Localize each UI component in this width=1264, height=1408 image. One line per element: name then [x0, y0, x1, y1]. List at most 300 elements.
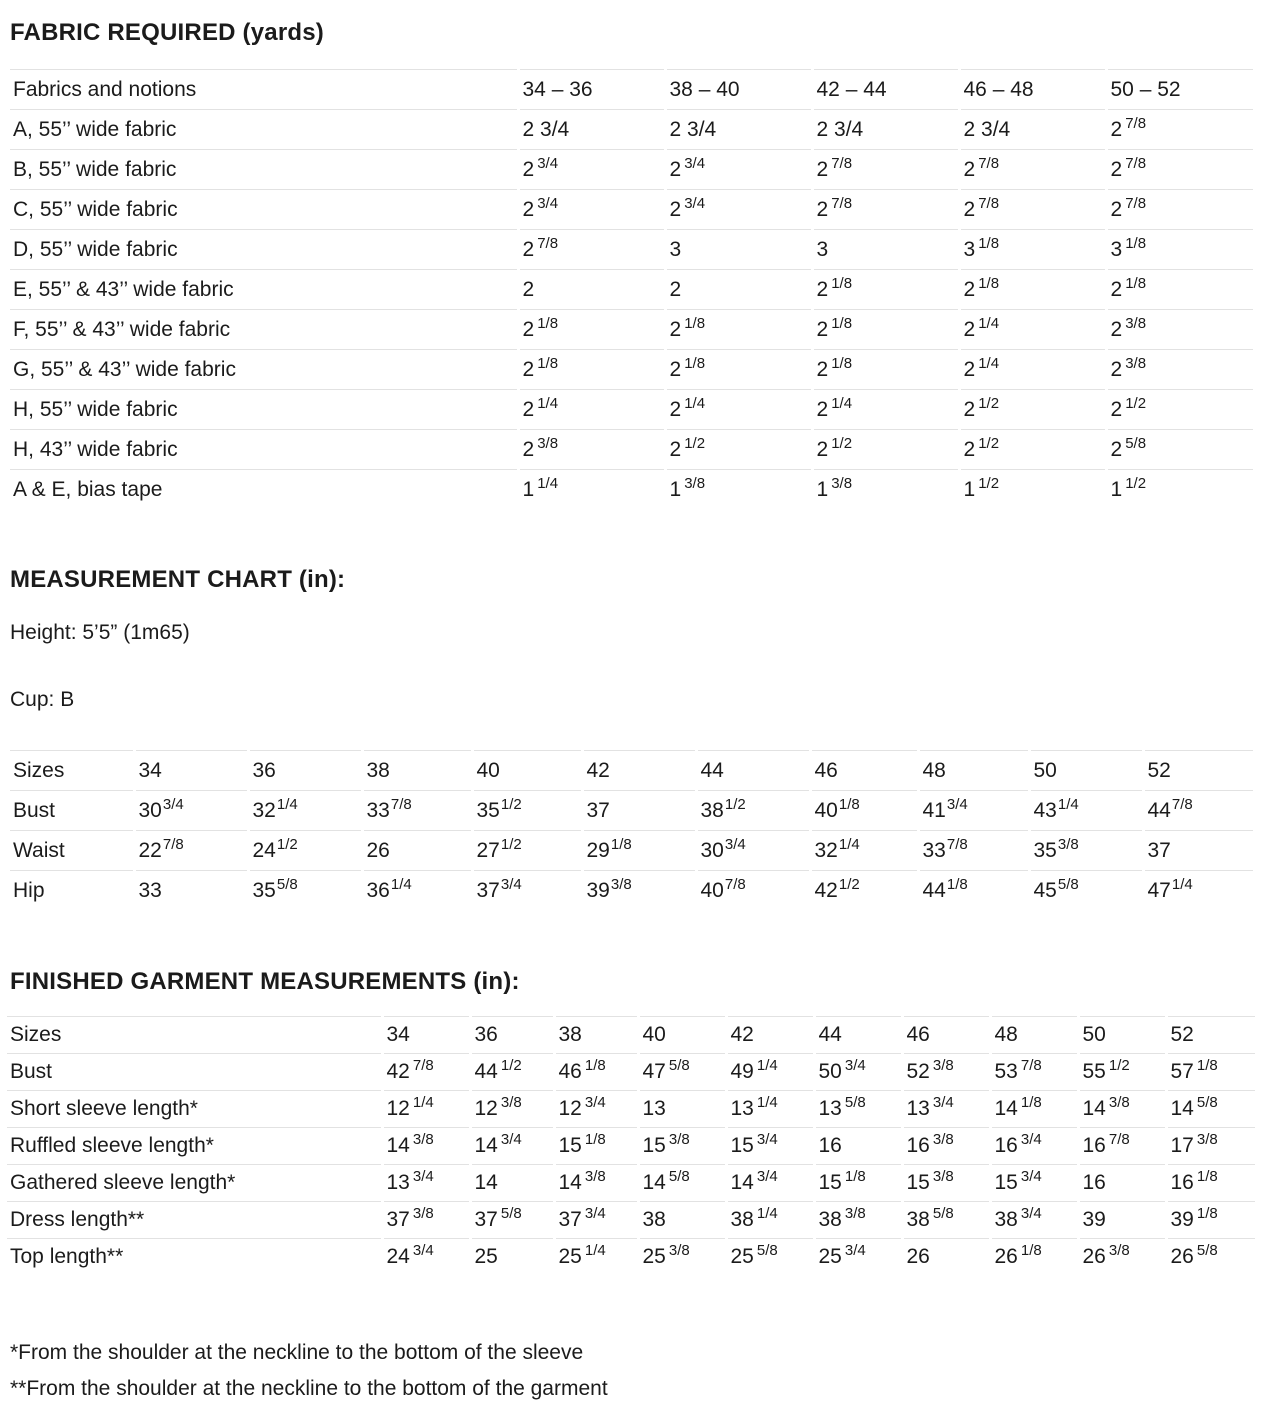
- table-cell: [518, 230, 665, 270]
- value-whole: 35: [476, 798, 500, 822]
- value-whole: 12: [558, 1097, 582, 1120]
- table-cell: [518, 190, 665, 230]
- header-row: [7, 1017, 1255, 1054]
- value-whole: 2: [669, 317, 682, 341]
- table-cell: [918, 791, 1029, 831]
- value-fraction: 1/8: [1125, 234, 1147, 252]
- table-cell: [1029, 791, 1143, 831]
- value-whole: 2: [522, 277, 535, 301]
- value-whole: 14: [474, 1134, 498, 1157]
- row-label: Waist: [10, 831, 134, 871]
- value-whole: 2 3/4: [816, 117, 864, 141]
- table-cell: [665, 310, 812, 350]
- table-cell: [990, 1128, 1078, 1165]
- value-fraction: 3/4: [756, 1131, 778, 1148]
- value-fraction: 1/2: [1125, 474, 1147, 492]
- table-cell: [990, 1202, 1078, 1239]
- value-fraction: 1/8: [584, 1131, 606, 1148]
- table-cell: [134, 791, 248, 831]
- value-whole: 2: [963, 397, 976, 421]
- table-row: [7, 1128, 1255, 1165]
- value-fraction: 3/4: [537, 194, 559, 212]
- value-whole: 2: [816, 357, 829, 381]
- value-whole: 13: [906, 1097, 930, 1120]
- value-whole: 14: [994, 1097, 1018, 1120]
- value-fraction: 3/8: [844, 1205, 866, 1222]
- value-whole: 25: [642, 1245, 666, 1269]
- row-label: G, 55’’ & 43’’ wide fabric: [10, 350, 518, 390]
- height-text: Height: 5’5” (1m65): [10, 621, 190, 644]
- column-header-label: Fabrics and notions: [10, 70, 518, 110]
- cup-text: Cup: B: [10, 688, 75, 711]
- value-whole: 35: [252, 878, 276, 902]
- table-cell: [518, 110, 665, 150]
- value-fraction: 1/8: [1196, 1168, 1218, 1185]
- value-fraction: 1/8: [684, 314, 706, 332]
- measurement-table: [10, 750, 1253, 911]
- table-cell: [1143, 831, 1253, 871]
- table-cell: [518, 150, 665, 190]
- value-fraction: 1/8: [684, 354, 706, 372]
- column-header-size: 34: [134, 751, 248, 791]
- value-whole: 15: [558, 1134, 582, 1157]
- table-cell: [1106, 470, 1253, 510]
- value-fraction: 3/8: [932, 1131, 954, 1148]
- value-fraction: 7/8: [1020, 1057, 1042, 1074]
- value-fraction: 3/8: [684, 474, 706, 492]
- table-cell: [554, 1202, 638, 1239]
- value-fraction: 7/8: [1108, 1131, 1130, 1148]
- table-cell: [990, 1239, 1078, 1276]
- table-row: [7, 1165, 1255, 1202]
- value-whole: 17: [1170, 1134, 1194, 1157]
- table-cell: [248, 871, 362, 911]
- value-whole: 12: [386, 1097, 410, 1120]
- value-fraction: 1/8: [1125, 274, 1147, 292]
- column-header-label: Sizes: [10, 751, 134, 791]
- fabric-table: [10, 69, 1253, 510]
- table-cell: [990, 1091, 1078, 1128]
- value-whole: 26: [366, 838, 390, 862]
- value-whole: 24: [386, 1245, 410, 1269]
- table-cell: [1078, 1091, 1166, 1128]
- column-header-size: 38 – 40: [665, 70, 812, 110]
- table-row: [7, 1054, 1255, 1091]
- value-fraction: 3/4: [684, 154, 706, 172]
- footnote-garment: **From the shoulder at the neckline to the bottom of the garment: [10, 1377, 608, 1400]
- value-fraction: 1/2: [978, 474, 1000, 492]
- value-fraction: 1/4: [276, 795, 298, 813]
- value-whole: 14: [1082, 1097, 1106, 1120]
- value-fraction: 1/8: [1196, 1205, 1218, 1222]
- value-fraction: 1/8: [978, 234, 1000, 252]
- value-fraction: 3/8: [610, 875, 632, 893]
- value-whole: 2: [816, 197, 829, 221]
- table-cell: [726, 1054, 814, 1091]
- value-whole: 42: [814, 878, 838, 902]
- value-whole: 38: [730, 1208, 754, 1231]
- value-whole: 2: [816, 157, 829, 181]
- table-cell: [638, 1128, 726, 1165]
- table-cell: [472, 791, 582, 831]
- value-whole: 26: [994, 1245, 1018, 1269]
- value-whole: 2: [522, 437, 535, 461]
- value-whole: 29: [586, 838, 610, 862]
- value-fraction: 1/8: [946, 875, 968, 893]
- value-fraction: 1/2: [831, 434, 853, 452]
- value-whole: 2: [1110, 317, 1123, 341]
- table-cell: [582, 831, 696, 871]
- value-fraction: 1/4: [831, 394, 853, 412]
- value-fraction: 7/8: [978, 194, 1000, 212]
- table-cell: [554, 1239, 638, 1276]
- value-fraction: 1/4: [756, 1057, 778, 1074]
- column-header-size: 48: [918, 751, 1029, 791]
- value-whole: 2: [816, 277, 829, 301]
- value-whole: 43: [1033, 798, 1057, 822]
- value-whole: 1: [669, 477, 682, 501]
- table-cell: [582, 791, 696, 831]
- table-cell: [382, 1239, 470, 1276]
- value-whole: 2: [816, 317, 829, 341]
- value-whole: 3: [963, 237, 976, 261]
- value-whole: 14: [1170, 1097, 1194, 1120]
- value-whole: 53: [994, 1060, 1018, 1083]
- table-cell: [812, 310, 959, 350]
- value-whole: 14: [642, 1171, 666, 1194]
- value-whole: 1: [963, 477, 976, 501]
- table-cell: [959, 110, 1106, 150]
- value-fraction: 1/2: [724, 795, 746, 813]
- row-label: D, 55’’ wide fabric: [10, 230, 518, 270]
- table-cell: [814, 1128, 902, 1165]
- value-whole: 2: [1110, 437, 1123, 461]
- table-row: [10, 110, 1253, 150]
- value-whole: 2: [522, 157, 535, 181]
- value-fraction: 3/4: [684, 194, 706, 212]
- table-cell: [1166, 1091, 1255, 1128]
- value-fraction: 1/2: [1108, 1057, 1130, 1074]
- value-fraction: 1/4: [978, 314, 1000, 332]
- table-row: [7, 1091, 1255, 1128]
- value-whole: 15: [906, 1171, 930, 1194]
- value-fraction: 3/4: [500, 1131, 522, 1148]
- table-cell: [810, 871, 918, 911]
- value-whole: 2: [1110, 117, 1123, 141]
- value-whole: 33: [138, 878, 162, 902]
- table-cell: [959, 430, 1106, 470]
- value-fraction: 7/8: [1171, 795, 1193, 813]
- table-cell: [902, 1239, 990, 1276]
- table-cell: [518, 270, 665, 310]
- table-cell: [518, 350, 665, 390]
- table-cell: [665, 350, 812, 390]
- table-cell: [810, 831, 918, 871]
- value-whole: 13: [386, 1171, 410, 1194]
- row-label: H, 55’’ wide fabric: [10, 390, 518, 430]
- value-whole: 49: [730, 1060, 754, 1083]
- value-fraction: 1/4: [537, 474, 559, 492]
- value-fraction: 7/8: [412, 1057, 434, 1074]
- value-whole: 33: [922, 838, 946, 862]
- value-fraction: 1/4: [756, 1205, 778, 1222]
- value-whole: 13: [730, 1097, 754, 1120]
- value-whole: 2: [669, 357, 682, 381]
- table-cell: [1078, 1054, 1166, 1091]
- row-label: Gathered sleeve length*: [7, 1165, 382, 1202]
- value-fraction: 1/4: [1057, 795, 1079, 813]
- table-cell: [1106, 310, 1253, 350]
- table-row: [10, 270, 1253, 310]
- table-cell: [1166, 1239, 1255, 1276]
- value-whole: 13: [642, 1097, 666, 1120]
- value-whole: 15: [994, 1171, 1018, 1194]
- value-fraction: 1/2: [978, 434, 1000, 452]
- value-fraction: 1/2: [684, 434, 706, 452]
- column-header-size: 46: [810, 751, 918, 791]
- finished-title: FINISHED GARMENT MEASUREMENTS (in):: [10, 968, 520, 995]
- table-cell: [582, 871, 696, 911]
- table-cell: [248, 791, 362, 831]
- table-cell: [665, 230, 812, 270]
- column-header-size: 40: [638, 1017, 726, 1054]
- column-header-size: 38: [554, 1017, 638, 1054]
- table-cell: [726, 1091, 814, 1128]
- value-fraction: 1/8: [978, 274, 1000, 292]
- table-cell: [1106, 390, 1253, 430]
- value-whole: 2: [1110, 277, 1123, 301]
- table-cell: [918, 871, 1029, 911]
- value-fraction: 3/8: [668, 1242, 690, 1260]
- value-whole: 2: [963, 317, 976, 341]
- table-cell: [1078, 1202, 1166, 1239]
- value-fraction: 1/4: [756, 1094, 778, 1111]
- column-header-size: 42 – 44: [812, 70, 959, 110]
- value-fraction: 7/8: [978, 154, 1000, 172]
- value-fraction: 7/8: [390, 795, 412, 813]
- value-fraction: 5/8: [844, 1094, 866, 1111]
- table-cell: [902, 1091, 990, 1128]
- table-cell: [638, 1054, 726, 1091]
- value-whole: 14: [558, 1171, 582, 1194]
- table-cell: [959, 230, 1106, 270]
- value-fraction: 5/8: [668, 1168, 690, 1185]
- table-cell: [812, 350, 959, 390]
- value-fraction: 3/8: [1125, 354, 1147, 372]
- table-cell: [812, 430, 959, 470]
- table-cell: [472, 871, 582, 911]
- value-fraction: 1/4: [390, 875, 412, 893]
- measurement-title: MEASUREMENT CHART (in):: [10, 566, 346, 593]
- row-label: A & E, bias tape: [10, 470, 518, 510]
- value-fraction: 3/4: [412, 1168, 434, 1185]
- value-fraction: 3/8: [932, 1057, 954, 1074]
- value-whole: 25: [558, 1245, 582, 1269]
- column-header-size: 52: [1166, 1017, 1255, 1054]
- value-whole: 38: [906, 1208, 930, 1231]
- value-whole: 37: [476, 878, 500, 902]
- value-whole: 2 3/4: [963, 117, 1011, 141]
- table-cell: [248, 831, 362, 871]
- value-fraction: 1/2: [500, 1057, 522, 1074]
- value-whole: 45: [1033, 878, 1057, 902]
- table-cell: [470, 1239, 554, 1276]
- row-label: Bust: [7, 1054, 382, 1091]
- value-whole: 16: [1082, 1134, 1106, 1157]
- value-fraction: 1/8: [1020, 1242, 1042, 1260]
- value-fraction: 1/8: [610, 835, 632, 853]
- row-label: Ruffled sleeve length*: [7, 1128, 382, 1165]
- table-cell: [518, 390, 665, 430]
- value-fraction: 1/4: [838, 835, 860, 853]
- column-header-size: 40: [472, 751, 582, 791]
- value-fraction: 1/2: [838, 875, 860, 893]
- finished-table: [7, 1016, 1255, 1276]
- value-fraction: 1/4: [537, 394, 559, 412]
- table-cell: [1106, 230, 1253, 270]
- table-cell: [134, 871, 248, 911]
- value-whole: 2: [522, 237, 535, 261]
- table-cell: [814, 1239, 902, 1276]
- table-cell: [812, 270, 959, 310]
- value-whole: 15: [730, 1134, 754, 1157]
- value-fraction: 1/8: [831, 274, 853, 292]
- value-whole: 37: [586, 798, 610, 822]
- table-cell: [665, 470, 812, 510]
- column-header-size: 36: [470, 1017, 554, 1054]
- value-fraction: 3/8: [584, 1168, 606, 1185]
- table-cell: [902, 1128, 990, 1165]
- row-label: Short sleeve length*: [7, 1091, 382, 1128]
- table-cell: [1078, 1128, 1166, 1165]
- table-cell: [554, 1091, 638, 1128]
- value-whole: 25: [818, 1245, 842, 1269]
- table-cell: [696, 831, 810, 871]
- value-fraction: 1/8: [831, 314, 853, 332]
- table-row: [10, 190, 1253, 230]
- value-whole: 30: [700, 838, 724, 862]
- value-whole: 2: [1110, 357, 1123, 381]
- value-fraction: 7/8: [162, 835, 184, 853]
- value-fraction: 3/4: [584, 1094, 606, 1111]
- table-cell: [812, 390, 959, 430]
- row-label: E, 55’’ & 43’’ wide fabric: [10, 270, 518, 310]
- value-whole: 3: [1110, 237, 1123, 261]
- value-fraction: 3/4: [500, 875, 522, 893]
- table-cell: [814, 1165, 902, 1202]
- value-whole: 2: [669, 277, 682, 301]
- value-fraction: 3/8: [1108, 1094, 1130, 1111]
- value-fraction: 5/8: [500, 1205, 522, 1222]
- value-whole: 2: [963, 197, 976, 221]
- value-whole: 52: [906, 1060, 930, 1083]
- value-fraction: 1/2: [276, 835, 298, 853]
- header-row: [10, 751, 1253, 791]
- column-header-size: 44: [696, 751, 810, 791]
- value-fraction: 3/4: [932, 1094, 954, 1111]
- value-fraction: 3/4: [537, 154, 559, 172]
- column-header-size: 34: [382, 1017, 470, 1054]
- column-header-size: 50 – 52: [1106, 70, 1253, 110]
- value-whole: 44: [474, 1060, 498, 1083]
- table-cell: [554, 1054, 638, 1091]
- table-cell: [959, 190, 1106, 230]
- value-whole: 40: [700, 878, 724, 902]
- value-fraction: 3/4: [584, 1205, 606, 1222]
- value-whole: 2: [669, 157, 682, 181]
- value-fraction: 7/8: [946, 835, 968, 853]
- value-fraction: 7/8: [1125, 154, 1147, 172]
- value-whole: 26: [1170, 1245, 1194, 1269]
- table-cell: [472, 831, 582, 871]
- table-cell: [470, 1091, 554, 1128]
- table-cell: [812, 110, 959, 150]
- value-whole: 2: [522, 197, 535, 221]
- table-cell: [1078, 1239, 1166, 1276]
- value-fraction: 3/8: [500, 1094, 522, 1111]
- column-header-label: Sizes: [7, 1017, 382, 1054]
- value-fraction: 7/8: [1125, 194, 1147, 212]
- table-cell: [959, 350, 1106, 390]
- table-cell: [554, 1165, 638, 1202]
- table-cell: [1143, 791, 1253, 831]
- table-cell: [814, 1202, 902, 1239]
- value-whole: 2: [669, 437, 682, 461]
- value-whole: 2: [963, 157, 976, 181]
- value-whole: 16: [1170, 1171, 1194, 1194]
- row-label: Top length**: [7, 1239, 382, 1276]
- table-cell: [638, 1091, 726, 1128]
- table-cell: [362, 831, 472, 871]
- column-header-size: 42: [726, 1017, 814, 1054]
- value-fraction: 7/8: [724, 875, 746, 893]
- table-cell: [470, 1165, 554, 1202]
- value-whole: 41: [922, 798, 946, 822]
- value-whole: 2: [522, 317, 535, 341]
- value-whole: 14: [730, 1171, 754, 1194]
- value-fraction: 1/4: [978, 354, 1000, 372]
- table-cell: [990, 1054, 1078, 1091]
- table-cell: [1106, 430, 1253, 470]
- table-cell: [638, 1239, 726, 1276]
- table-cell: [902, 1202, 990, 1239]
- table-cell: [1106, 190, 1253, 230]
- value-whole: 13: [818, 1097, 842, 1120]
- value-whole: 37: [558, 1208, 582, 1231]
- table-row: [10, 350, 1253, 390]
- table-cell: [918, 831, 1029, 871]
- table-cell: [665, 430, 812, 470]
- value-whole: 42: [386, 1060, 410, 1083]
- table-cell: [665, 190, 812, 230]
- value-whole: 38: [700, 798, 724, 822]
- value-fraction: 3/4: [724, 835, 746, 853]
- row-label: Bust: [10, 791, 134, 831]
- value-fraction: 3/4: [412, 1242, 434, 1260]
- value-fraction: 3/8: [1196, 1131, 1218, 1148]
- table-cell: [959, 310, 1106, 350]
- value-whole: 39: [1082, 1208, 1106, 1231]
- value-whole: 15: [818, 1171, 842, 1194]
- row-label: A, 55’’ wide fabric: [10, 110, 518, 150]
- value-whole: 2: [1110, 197, 1123, 221]
- value-whole: 3: [816, 237, 829, 261]
- table-cell: [1078, 1165, 1166, 1202]
- table-cell: [812, 190, 959, 230]
- value-whole: 2: [816, 397, 829, 421]
- table-cell: [696, 791, 810, 831]
- value-fraction: 1/2: [1125, 394, 1147, 412]
